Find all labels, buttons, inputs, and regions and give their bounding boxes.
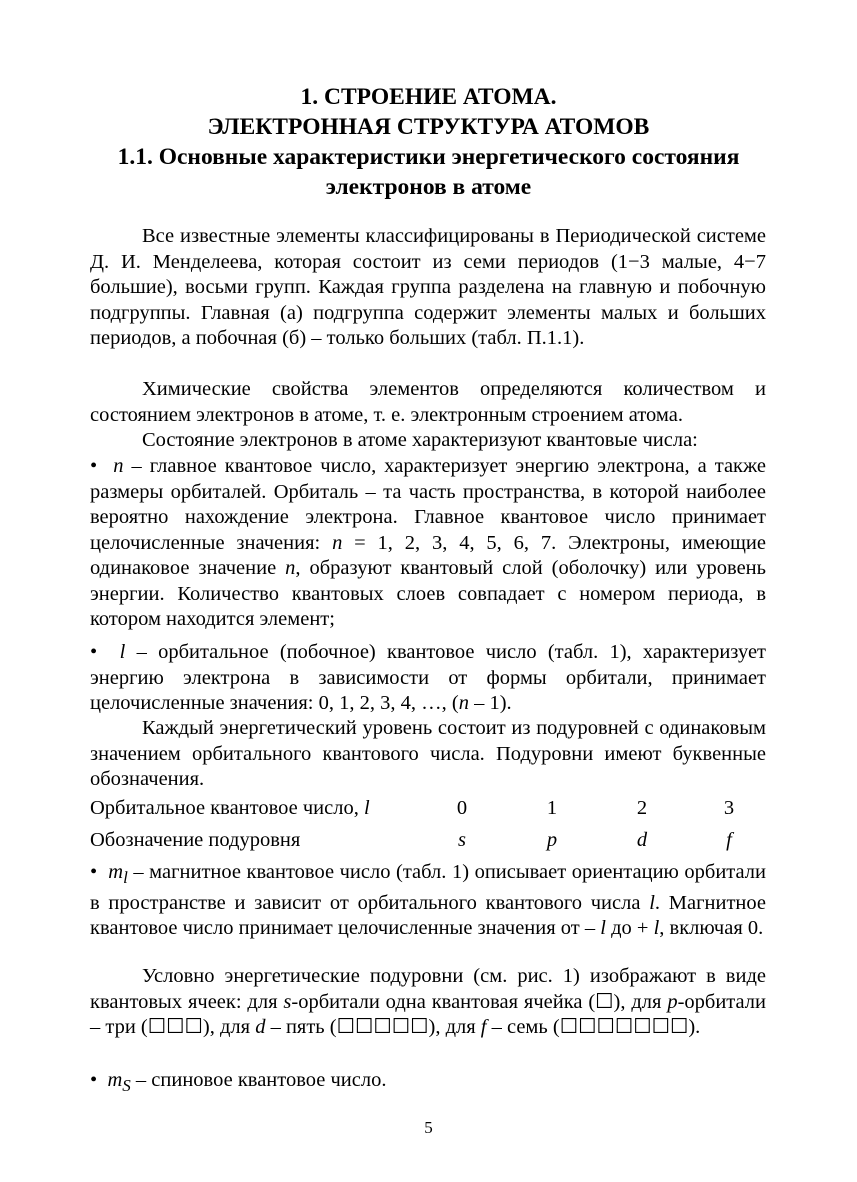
- table-cell: 3: [723, 797, 735, 819]
- paragraph-quantum-cells: Условно энергетические подуровни (см. рис. 1) изображают в виде квантовых ячеек: для s-орбитали одна квантовая ячейка (☐), для p-орбитали – три (☐☐☐), для d – пять (☐☐☐☐☐), для f – семь (☐☐☐☐☐☐☐).: [90, 965, 766, 1038]
- section-title: [60, 142, 797, 202]
- symbol-ml: $m_l$: [108, 861, 128, 888]
- paragraph-quantum-numbers-intro: Состояние электронов в атоме характеризуют квантовые числа:: [142, 429, 698, 451]
- table-cell: 2: [636, 797, 648, 819]
- table-cell: s: [458, 829, 466, 851]
- table-row-label: Орбитальное квантовое число, l: [90, 797, 370, 819]
- paragraph-chemical-properties: Химические свойства элементов определяются количеством и состоянием электронов в атоме, т. е. электронным строением атома.: [90, 378, 766, 426]
- symbol-ms: $m_S$: [107, 1069, 131, 1096]
- chapter-title-line-2: ЭЛЕКТРОННАЯ СТРУКТУРА АТОМОВ: [207, 114, 650, 140]
- section-title-line-2: электронов в атоме: [325, 174, 532, 200]
- paragraph-sublevels: Каждый энергетический уровень состоит из подуровней с одинаковым значением орбитального квантового числа. Подуровни имеют буквенные обозначения.: [90, 717, 766, 790]
- table-cell: d: [636, 829, 648, 851]
- table-cell: 0: [456, 797, 468, 819]
- table-row-orbital-number: [90, 796, 766, 828]
- table-row-sublevel-symbol: [90, 828, 766, 860]
- symbol-n: n: [113, 455, 124, 477]
- chapter-title-line-1: 1. СТРОЕНИЕ АТОМА.: [300, 84, 557, 110]
- bullet-principal-quantum-number: • n – главное квантовое число, характеризует энергию электрона, а также размеры орбиталей. Орбиталь – та часть пространства, в которой наиболее вероятно нахождение электрона. Главное квантовое число принимает целочисленные значения: n = 1, 2, 3, 4, 5, 6, 7. Электроны, имеющие одинаковое значение n, образуют квантовый слой (оболочку) или уровень энергии. Количество квантовых слоев совпадает с номером периода, в котором находится элемент;: [90, 454, 766, 633]
- sublevels-table: [90, 796, 766, 860]
- bullet-orbital-quantum-number: • l – орбитальное (побочное) квантовое число (табл. 1), характеризует энергию электрона в зависимости от формы орбитали, принимает целочисленные значения: 0, 1, 2, 3, 4, …, (n – 1).: [90, 640, 766, 717]
- table-cell: f: [726, 829, 732, 851]
- table-cell: p: [546, 829, 558, 851]
- symbol-l: l: [119, 641, 126, 663]
- bullet-spin-quantum-number: • $m_S$ – спиновое квантовое число.: [90, 1068, 766, 1099]
- bullet-magnetic-quantum-number: • $m_l$ – магнитное квантовое число (табл. 1) описывает ориентацию орбитали в пространстве и зависит от орбитального квантового числа l. Магнитное квантовое число принимает целочисленные значения от – l до + l, включая 0.: [90, 860, 766, 942]
- chapter-title: [60, 82, 797, 142]
- page-number: 5: [424, 1118, 433, 1137]
- section-title-line-1: 1.1. Основные характеристики энергетического состояния: [117, 144, 740, 170]
- paragraph-periodic-system: Все известные элементы классифицированы в Периодической системе Д. И. Менделеева, которая состоит из семи периодов (1−3 малые, 4−7 большие), восьми групп. Каждая группа разделена на главную и побочную подгруппы. Главная (а) подгруппа содержит элементы малых и больших периодов, а побочная (б) – только больших (табл. П.1.1).: [90, 225, 766, 349]
- table-row-label: Обозначение подуровня: [90, 829, 301, 851]
- table-cell: 1: [546, 797, 558, 819]
